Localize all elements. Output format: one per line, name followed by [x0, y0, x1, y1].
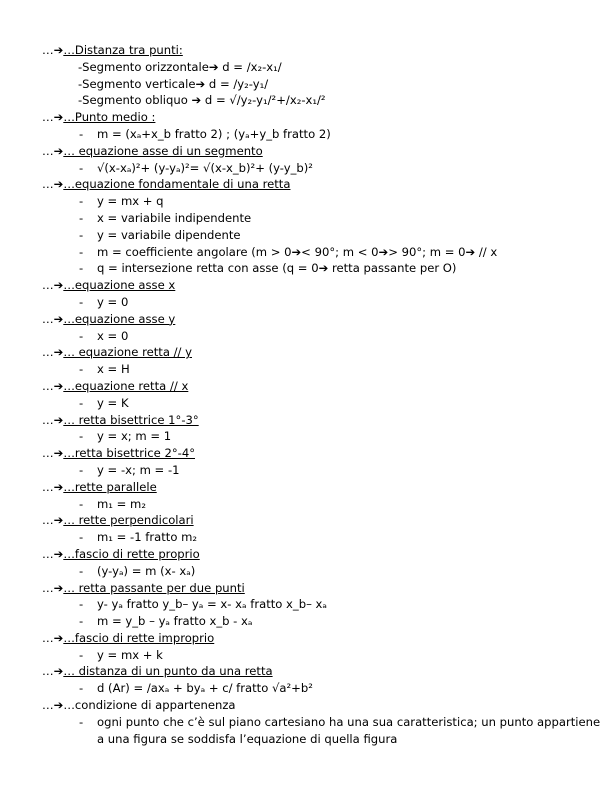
dash-bullet: - — [79, 429, 84, 444]
prefix-ellipsis: … — [42, 546, 54, 561]
dash-bullet: - — [79, 294, 84, 309]
heading-text: …equazione asse y — [63, 311, 176, 326]
heading-text: …Punto medio : — [63, 110, 156, 125]
dash-bullet: - — [79, 328, 84, 343]
arrow-icon: ➔ — [53, 698, 64, 713]
heading-text: … retta passante per due punti — [63, 580, 245, 595]
bullet-text: m₁ = -1 fratto m₂ — [97, 530, 198, 545]
bullet-text: m = y_b – yₐ fratto x_b - xₐ — [97, 614, 253, 629]
section-heading — [42, 176, 602, 193]
arrow-icon: ➔ — [53, 110, 64, 125]
bullet-item — [42, 613, 602, 630]
dash-bullet: - — [79, 647, 84, 662]
section-heading — [42, 344, 602, 361]
prefix-ellipsis: … — [42, 446, 54, 461]
bullet-item — [42, 361, 602, 378]
bullet-text: y = variabile dipendente — [97, 227, 241, 242]
bullet-text: ogni punto che c’è sul piano cartesiano ha una sua caratteristica; un punto appartiene a una figura se soddisfa l’equazione di quella figura — [97, 714, 601, 746]
bullet-text: y = x; m = 1 — [97, 429, 172, 444]
dash-bullet: - — [79, 210, 84, 225]
bullet-item — [42, 680, 602, 697]
bullet-item — [42, 462, 602, 479]
bullet-item — [42, 126, 602, 143]
dash-bullet: - — [79, 597, 84, 612]
bullet-item — [42, 496, 602, 513]
bullet-text: m = (xₐ+x_b fratto 2) ; (yₐ+y_b fratto 2) — [97, 126, 331, 141]
formula-line — [42, 92, 602, 109]
section-heading — [42, 546, 602, 563]
section-heading — [42, 311, 602, 328]
bullet-text: d (Ar) = /axₐ + byₐ + c/ fratto √a²+b² — [97, 681, 313, 696]
section-heading — [42, 512, 602, 529]
arrow-icon: ➔ — [195, 76, 206, 91]
prefix-ellipsis: … — [42, 630, 54, 645]
bullet-text: √(x-xₐ)²+ (y-yₐ)²= √(x-x_b)²+ (y-y_b)² — [97, 160, 313, 175]
arrow-icon: ➔ — [53, 311, 64, 326]
heading-text: …condizione di appartenenza — [63, 698, 236, 713]
section-heading — [42, 277, 602, 294]
dash-bullet: - — [79, 227, 84, 242]
dash-bullet: - — [79, 530, 84, 545]
arrow-icon: ➔ — [208, 59, 219, 74]
formula-label: -Segmento obliquo — [78, 93, 192, 108]
dash-bullet: - — [79, 244, 84, 259]
section-heading — [42, 630, 602, 647]
formula-value: d = /y₂-y₁/ — [205, 76, 269, 91]
formula-label: -Segmento orizzontale — [78, 59, 209, 74]
prefix-ellipsis: … — [42, 513, 54, 528]
prefix-ellipsis: … — [42, 110, 54, 125]
bullet-text: y = -x; m = -1 — [97, 462, 180, 477]
section-heading — [42, 445, 602, 462]
arrow-icon: ➔ — [53, 278, 64, 293]
heading-text: … equazione retta // y — [63, 345, 192, 360]
arrow-icon: ➔ — [191, 93, 202, 108]
bullet-text: x = 0 — [97, 328, 129, 343]
dash-bullet: - — [79, 126, 84, 141]
heading-text: … equazione asse di un segmento — [63, 143, 263, 158]
bullet-text: q = intersezione retta con asse (q = 0➔ retta passante per O) — [97, 261, 457, 276]
section-heading — [42, 42, 602, 59]
bullet-item — [42, 529, 602, 546]
bullet-item — [42, 328, 602, 345]
bullet-text: y- yₐ fratto y_b– yₐ = x- xₐ fratto x_b– xₐ — [97, 597, 327, 612]
bullet-text: m = coefficiente angolare (m > 0➔< 90°; m < 0➔> 90°; m = 0➔ // x — [97, 244, 498, 259]
dash-bullet: - — [79, 496, 84, 511]
dash-bullet: - — [79, 395, 84, 410]
arrow-icon: ➔ — [53, 513, 64, 528]
section-heading — [42, 143, 602, 160]
section-heading — [42, 378, 602, 395]
section-heading — [42, 697, 602, 714]
arrow-icon: ➔ — [53, 412, 64, 427]
arrow-icon: ➔ — [53, 43, 64, 57]
heading-text: …rette parallele — [63, 479, 157, 494]
dash-bullet: - — [79, 194, 84, 209]
arrow-icon: ➔ — [53, 580, 64, 595]
heading-text: …equazione retta // x — [63, 378, 189, 393]
formula-value: d = /x₂-x₁/ — [218, 59, 282, 74]
bullet-item — [42, 210, 602, 227]
bullet-text: x = H — [97, 362, 130, 377]
arrow-icon: ➔ — [53, 446, 64, 461]
bullet-item — [42, 244, 602, 261]
heading-text: … distanza di un punto da una retta — [63, 664, 273, 679]
prefix-ellipsis: … — [42, 479, 54, 494]
heading-text: …equazione asse x — [63, 278, 176, 293]
heading-text: … retta bisettrice 1°-3° — [63, 412, 199, 427]
heading-text: …fascio di rette improprio — [63, 630, 215, 645]
bullet-text: (y-yₐ) = m (x- xₐ) — [97, 563, 196, 578]
dash-bullet: - — [79, 362, 84, 377]
arrow-icon: ➔ — [53, 143, 64, 158]
prefix-ellipsis: … — [42, 664, 54, 679]
bullet-item — [42, 428, 602, 445]
prefix-ellipsis: … — [42, 143, 54, 158]
bullet-text: y = mx + q — [97, 194, 164, 209]
section-heading — [42, 580, 602, 597]
section-heading — [42, 479, 602, 496]
heading-text: …Distanza tra punti: — [63, 43, 183, 57]
bullet-text: y = 0 — [97, 294, 129, 309]
prefix-ellipsis: … — [42, 580, 54, 595]
dash-bullet: - — [79, 614, 84, 629]
formula-line — [42, 59, 602, 76]
bullet-item — [42, 294, 602, 311]
prefix-ellipsis: … — [42, 177, 54, 192]
arrow-icon: ➔ — [53, 546, 64, 561]
dash-bullet: - — [79, 261, 84, 276]
prefix-ellipsis: … — [42, 43, 54, 57]
arrow-icon: ➔ — [53, 664, 64, 679]
arrow-icon: ➔ — [53, 378, 64, 393]
dash-bullet: - — [79, 714, 84, 729]
heading-text: …fascio di rette proprio — [63, 546, 200, 561]
bullet-item — [42, 160, 602, 177]
prefix-ellipsis: … — [42, 378, 54, 393]
arrow-icon: ➔ — [53, 177, 64, 192]
arrow-icon: ➔ — [53, 630, 64, 645]
bullet-item — [42, 227, 602, 244]
formula-label: -Segmento verticale — [78, 76, 196, 91]
arrow-icon: ➔ — [53, 479, 64, 494]
formula-value: d = √/y₂-y₁/²+/x₂-x₁/² — [201, 93, 326, 108]
prefix-ellipsis: … — [42, 278, 54, 293]
section-heading — [42, 412, 602, 429]
dash-bullet: - — [79, 563, 84, 578]
dash-bullet: - — [79, 462, 84, 477]
heading-text: …retta bisettrice 2°-4° — [63, 446, 195, 461]
dash-bullet: - — [79, 160, 84, 175]
heading-text: …equazione fondamentale di una retta — [63, 177, 291, 192]
prefix-ellipsis: … — [42, 311, 54, 326]
bullet-item — [42, 563, 602, 580]
bullet-item — [42, 260, 602, 277]
dash-bullet: - — [79, 681, 84, 696]
bullet-item — [42, 596, 602, 613]
bullet-text: y = K — [97, 395, 129, 410]
prefix-ellipsis: … — [42, 412, 54, 427]
document-body — [42, 42, 602, 747]
bullet-text: y = mx + k — [97, 647, 163, 662]
bullet-item — [42, 714, 602, 748]
bullet-item — [42, 193, 602, 210]
arrow-icon: ➔ — [53, 345, 64, 360]
section-heading — [42, 663, 602, 680]
formula-line — [42, 76, 602, 93]
bullet-text: m₁ = m₂ — [97, 496, 146, 511]
section-heading — [42, 109, 602, 126]
bullet-item — [42, 647, 602, 664]
prefix-ellipsis: … — [42, 698, 54, 713]
bullet-item — [42, 395, 602, 412]
bullet-text: x = variabile indipendente — [97, 210, 252, 225]
heading-text: … rette perpendicolari — [63, 513, 194, 528]
prefix-ellipsis: … — [42, 345, 54, 360]
